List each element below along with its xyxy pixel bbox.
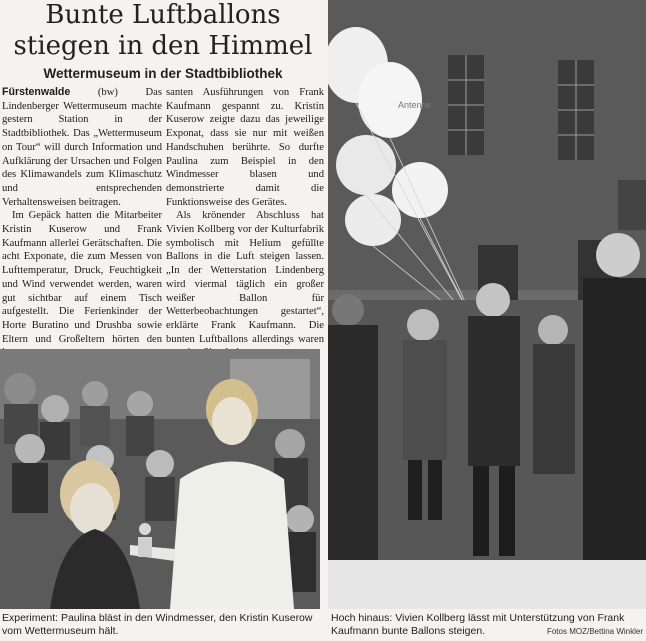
paragraph: santen Ausführungen von Frank Kaufmann gespannt zu. Kristin Kuserow zeigte dazu das jeweilige Exponat, dass sie nur mit weißen Handschuhen berührte. So durfte Paulina zum Beispiel in den Windmesser blasen und demonstrierte damit die Funktionsweise des Gerätes. (166, 87, 324, 208)
paragraph: Im Gepäck hatten die Mitarbeiter Kristin Kuserow und Frank Kaufmann allerlei Gerätschaften. Die acht Exponate, die zum Messen von Lufttemperatur, Druck, Feuchtigkeit und Wind verwendet werden, waren gut sichtbar auf einem Tisch aufgestellt. Die Ferienkinder der Horte Buratino und Drushba sowie Eltern und Großeltern hörten den (2, 210, 162, 345)
headline (6, 0, 320, 62)
headline-line-1: Bunte Luftballons (45, 0, 281, 30)
photo-experiment-illustration (0, 349, 320, 609)
photo-balloons-illustration (328, 0, 646, 609)
paragraph-text: (bw) Das Lindenberger Wettermuseum machte gestern Station in der Stadtbibliothek. Das „Wettermuseum on Tour“ will durch Information und Aufklärung der Ursachen und Folgen des Klimawandels zum Klimaschutz und entsprechenden Verhaltensweisen beitragen. (2, 87, 162, 208)
subheadline: Wettermuseum in der Stadtbibliothek (43, 66, 283, 81)
paragraph: Als krönender Abschluss hat Vivien Kollberg vor der Kulturfabrik symbolisch mit Helium gefüllte Ballons in die Luft steigen lassen. „In der Wetterstation Lindenberg wird viermal täglich ein großer weißer Ballon für Wetterbeobachtungen gestartet“, erklärte Frank Kaufmann. Die bunten Luftballons allerdings waren (166, 210, 324, 345)
photo-balloons (328, 0, 646, 609)
balloon-print: Antenne (398, 100, 432, 110)
article-column-1 (2, 86, 162, 360)
photo-experiment (0, 349, 320, 609)
caption-left: Experiment: Paulina bläst in den Windmesser, den Kristin Kuserow vom Wettermuseum hält. (2, 612, 313, 637)
headline-line-2: stiegen in den Himmel (13, 31, 313, 61)
photo-credit: Fotos MOZ/Bettina Winkler (546, 627, 643, 636)
dateline: Fürstenwalde (2, 86, 71, 98)
caption-right: Hoch hinaus: Vivien Kollberg lässt mit Unterstützung von Frank Kaufmann bunte Ballons steigen. (331, 612, 625, 637)
article-column-2 (166, 86, 324, 360)
paragraph (2, 86, 162, 209)
